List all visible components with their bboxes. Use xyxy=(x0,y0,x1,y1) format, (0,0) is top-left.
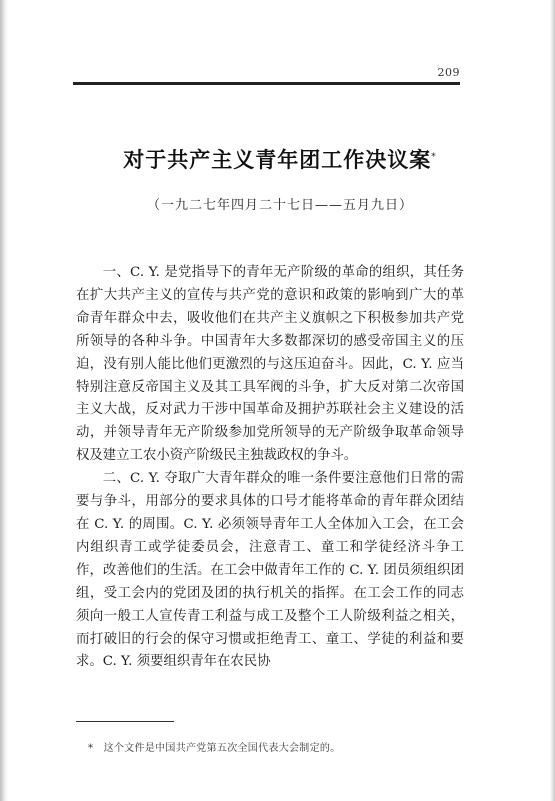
page-edge-shadow xyxy=(550,0,555,801)
page-binding-shadow xyxy=(0,0,8,801)
paragraph-2: 二、C. Y. 夺取广大青年群众的唯一条件要注意他们日常的需要与争斗，用部分的要求具体的口号才能将革命的青年群众团结在 C. Y. 的周围。C. Y. 必须领导青年工人全体加入工会，在工会内组织青工或学徒委员会，注意青工、童工和学徒经济斗争工作，改善他们的生活。在工会中做青年工作的 C. Y. 团员须组织团组，受工会内的党团及团的执行机关的指挥。在工会工作的同志须向一般工人宣传青工利益与成工及整个工人阶级利益之相关，而打破旧的行会的保守习惯或拒绝青工、童工、学徒的利益和要求。C. Y. 须要组织青年在农民协 xyxy=(76,471,464,670)
title-text: 对于共产主义青年团工作决议案 xyxy=(123,148,432,172)
document-title xyxy=(60,144,500,174)
document-date: （一九二七年四月二十七日——五月九日） xyxy=(146,198,413,213)
header-rule xyxy=(73,82,460,85)
footnote-rule xyxy=(76,721,174,722)
page-number: 209 xyxy=(437,66,460,79)
body-text xyxy=(76,262,464,674)
footnote: * 这个文件是中国共产党第五次全国代表大会制定的。 xyxy=(88,743,341,754)
paragraph-1: 一、C. Y. 是党指导下的青年无产阶级的革命的组织，其任务在扩大共产主义的宣传与共产党的意识和政策的影响到广大的革命青年群众中去，吸收他们在共产主义旗帜之下积极参加共产党所领导的各种斗争。中国青年大多数都深切的感受帝国主义的压迫，没有别人能比他们更激烈的与这压迫奋斗。因此，C. Y. 应当特别注意反帝国主义及其工具军阀的斗争，扩大反对第二次帝国主义大战，反对武力干涉中国革命及拥护苏联社会主义建设的活动，并领导青年无产阶级参加党所领导的无产阶级争取革命领导权及建立工农小资产阶级民主独裁政权的争斗。 xyxy=(76,265,464,464)
footnote-marker: * xyxy=(431,152,437,162)
